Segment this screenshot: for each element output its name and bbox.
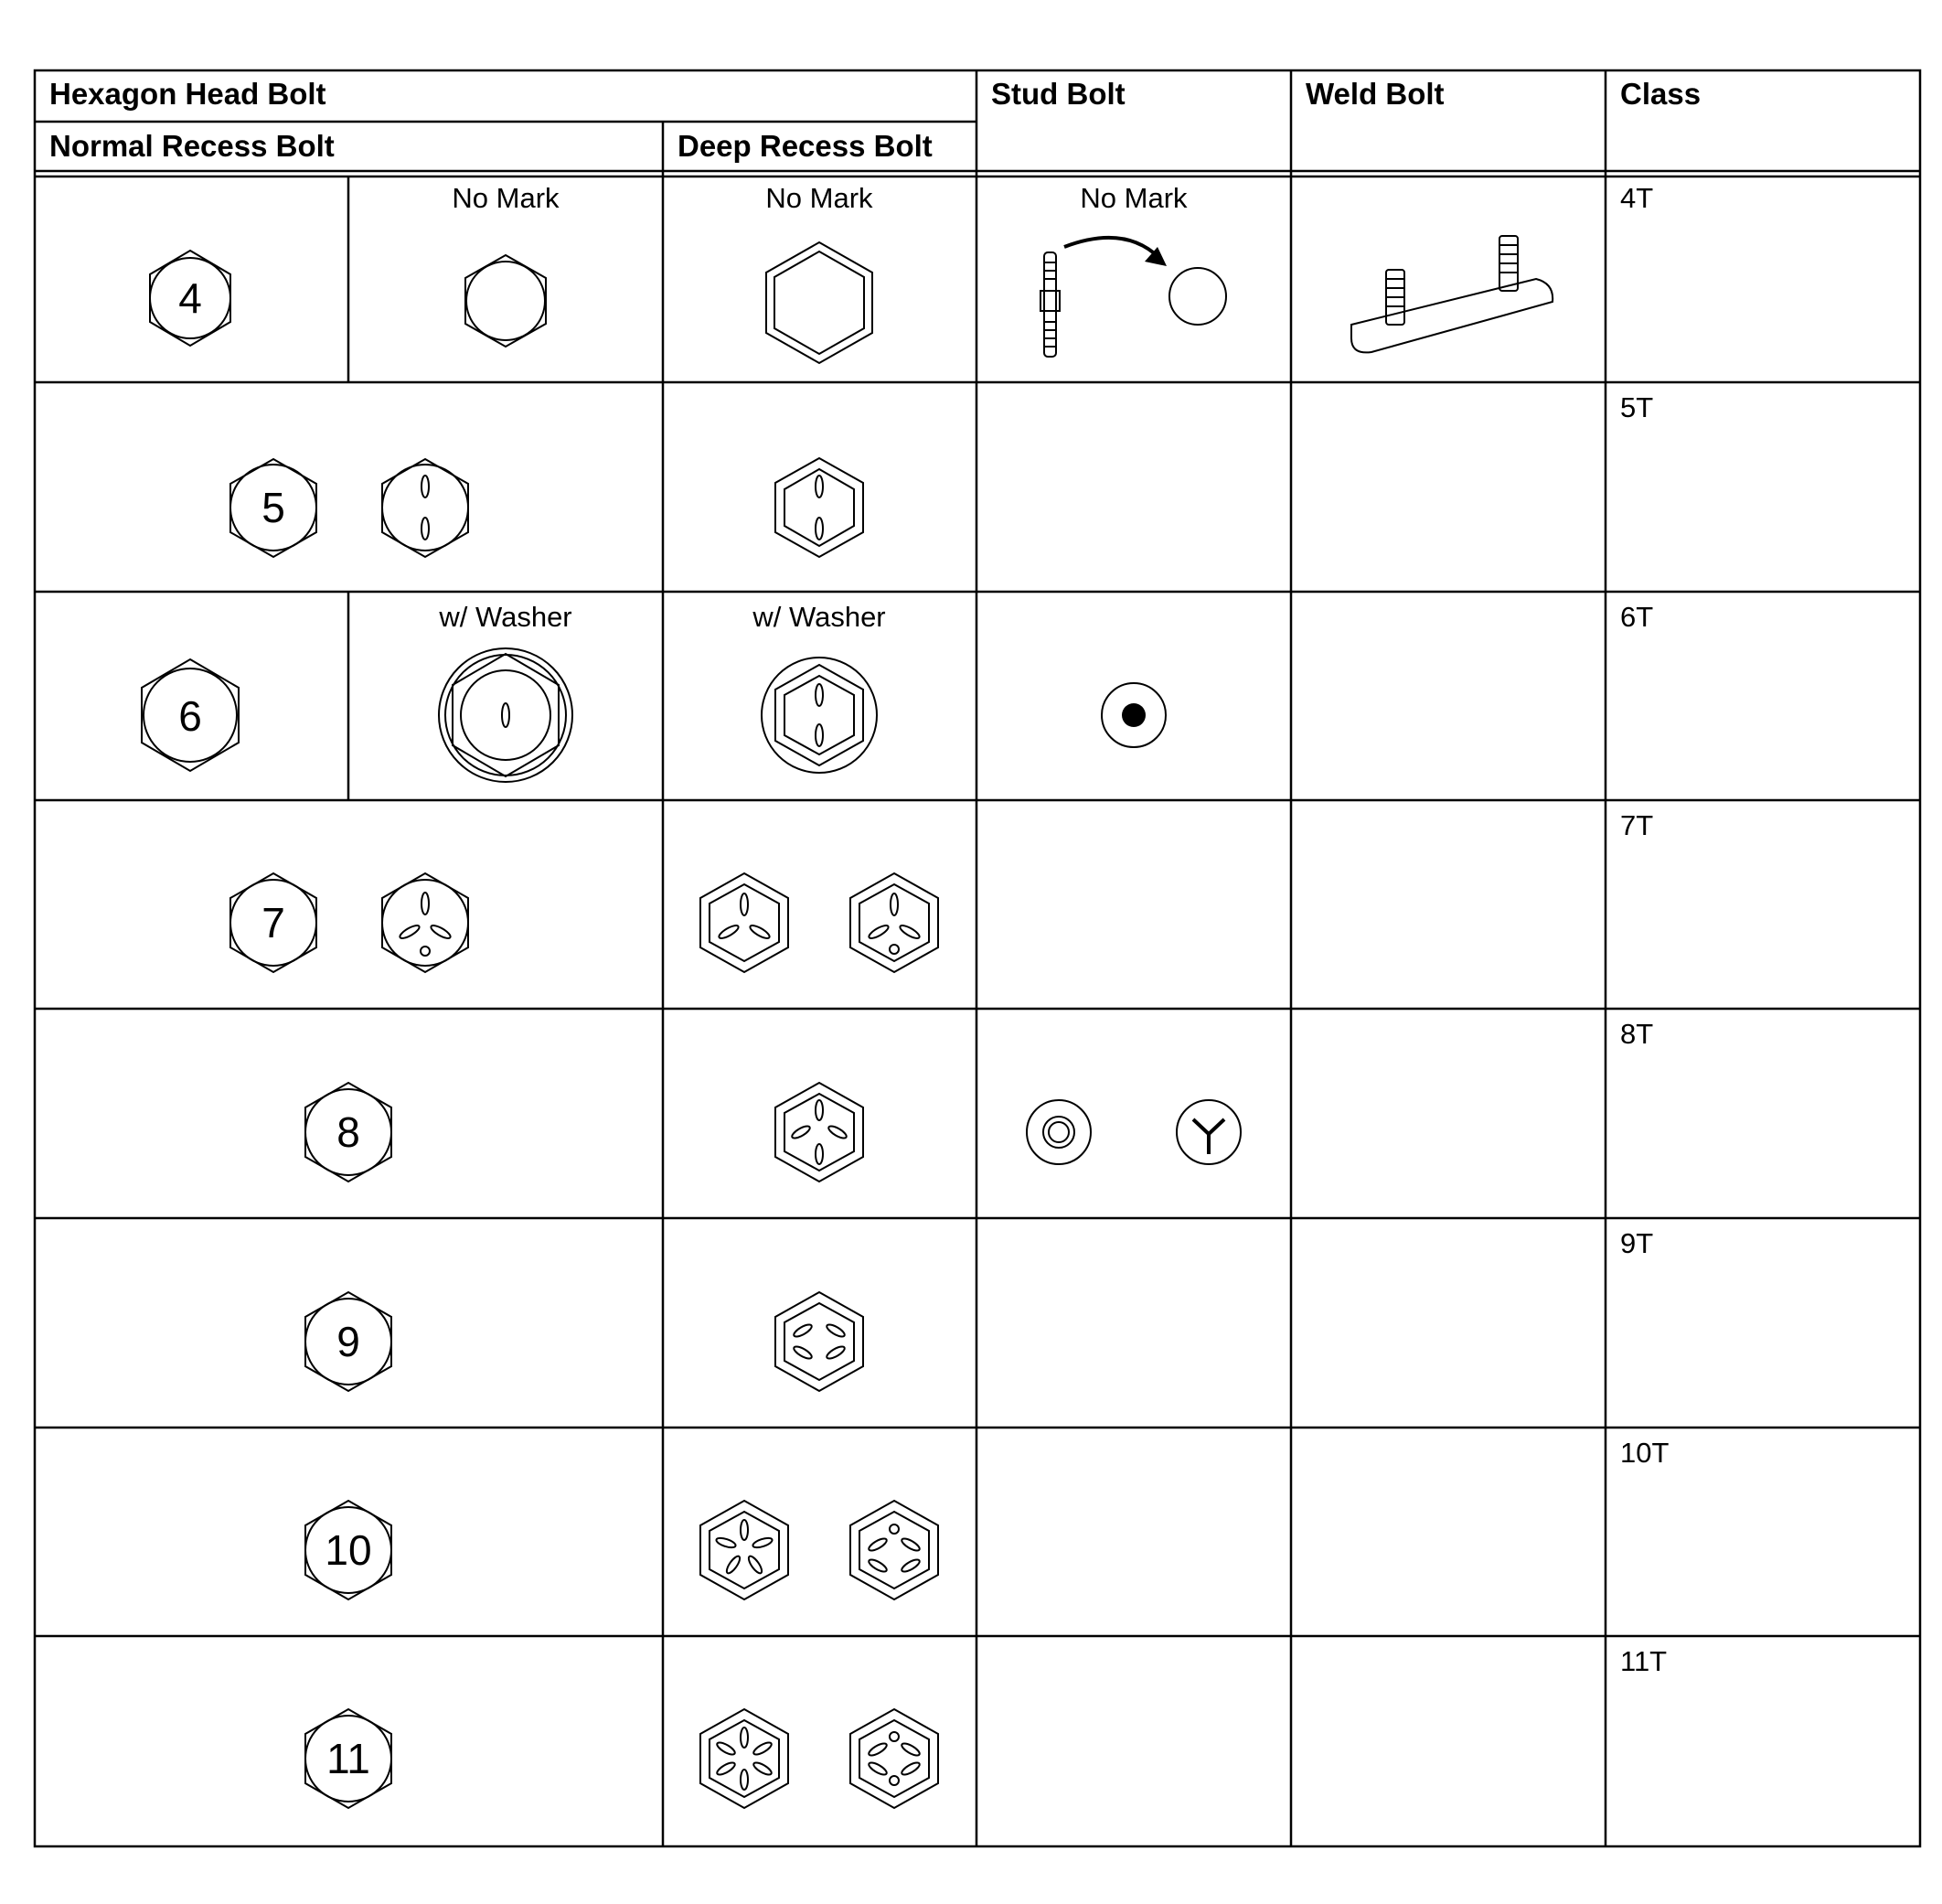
numbered-bolt-head-icon (305, 1709, 391, 1808)
deep-recess-three-lines-dot-icon (850, 873, 938, 972)
header-stud-bolt: Stud Bolt (991, 77, 1126, 111)
head-number: 8 (336, 1108, 360, 1156)
class-labels (1620, 182, 1669, 1677)
numbered-bolt-head-icon (230, 459, 316, 557)
deep-recess-four-lines-icon (775, 1083, 863, 1182)
head-number: 9 (336, 1318, 360, 1365)
header-hexagon-head-bolt: Hexagon Head Bolt (49, 77, 326, 111)
deep-recess-washer-icon (762, 658, 877, 773)
hex-head-two-lines-icon (382, 459, 468, 557)
washer-note: w/ Washer (752, 601, 886, 633)
class-label: 10T (1620, 1437, 1670, 1469)
head-number: 6 (178, 692, 202, 740)
no-mark-note: No Mark (765, 182, 873, 214)
numbered-bolt-head-icon (305, 1083, 391, 1182)
class-label: 6T (1620, 601, 1654, 633)
deep-recess-two-lines-icon (775, 458, 863, 557)
class-label: 5T (1620, 391, 1654, 423)
header-deep-recess-bolt: Deep Recess Bolt (678, 129, 933, 163)
header-labels (49, 77, 1701, 163)
deep-recess-four-lines-two-dots-icon (850, 1709, 938, 1808)
class-label: 4T (1620, 182, 1654, 214)
hex-head-washer-icon (439, 648, 572, 782)
hex-head-three-lines-icon (382, 873, 468, 972)
deep-recess-five-lines-icon (700, 1501, 788, 1599)
deep-recess-x-lines-icon (775, 1292, 863, 1391)
washer-note: w/ Washer (439, 601, 572, 633)
class-label: 9T (1620, 1227, 1654, 1259)
numbered-bolt-head-icon (230, 873, 316, 972)
stud-bolt-double-circle-icon (1027, 1100, 1091, 1164)
no-mark-note: No Mark (1080, 182, 1188, 214)
header-class: Class (1620, 77, 1702, 111)
stud-bolt-dot-icon (1102, 683, 1166, 747)
head-number: 10 (325, 1526, 372, 1574)
numbered-bolt-head-icon (142, 659, 239, 771)
stud-bolt-no-mark-icon (1040, 238, 1226, 357)
no-mark-note: No Mark (452, 182, 560, 214)
class-label: 11T (1620, 1645, 1668, 1677)
numbered-bolt-head-icon (150, 251, 230, 346)
numbered-bolt-head-icon (305, 1292, 391, 1391)
deep-recess-six-lines-icon (700, 1709, 788, 1808)
head-number: 7 (261, 899, 285, 947)
class-label: 7T (1620, 809, 1654, 841)
header-weld-bolt: Weld Bolt (1306, 77, 1445, 111)
deep-recess-plain-icon (766, 242, 872, 363)
hex-head-plain-icon (465, 255, 546, 347)
header-normal-recess-bolt: Normal Recess Bolt (49, 129, 335, 163)
stud-bolt-y-mark-icon (1177, 1100, 1241, 1164)
head-number: 4 (178, 274, 202, 322)
deep-recess-four-lines-dot-icon (850, 1501, 938, 1599)
head-number: 11 (326, 1735, 370, 1782)
head-number: 5 (261, 484, 285, 531)
cell-notes (438, 182, 1188, 633)
deep-recess-three-lines-icon (700, 873, 788, 972)
weld-bolt-icon (1351, 236, 1553, 352)
class-label: 8T (1620, 1018, 1654, 1050)
numbered-bolt-head-icon (305, 1501, 391, 1599)
numbered-bolt-heads (142, 251, 391, 1808)
